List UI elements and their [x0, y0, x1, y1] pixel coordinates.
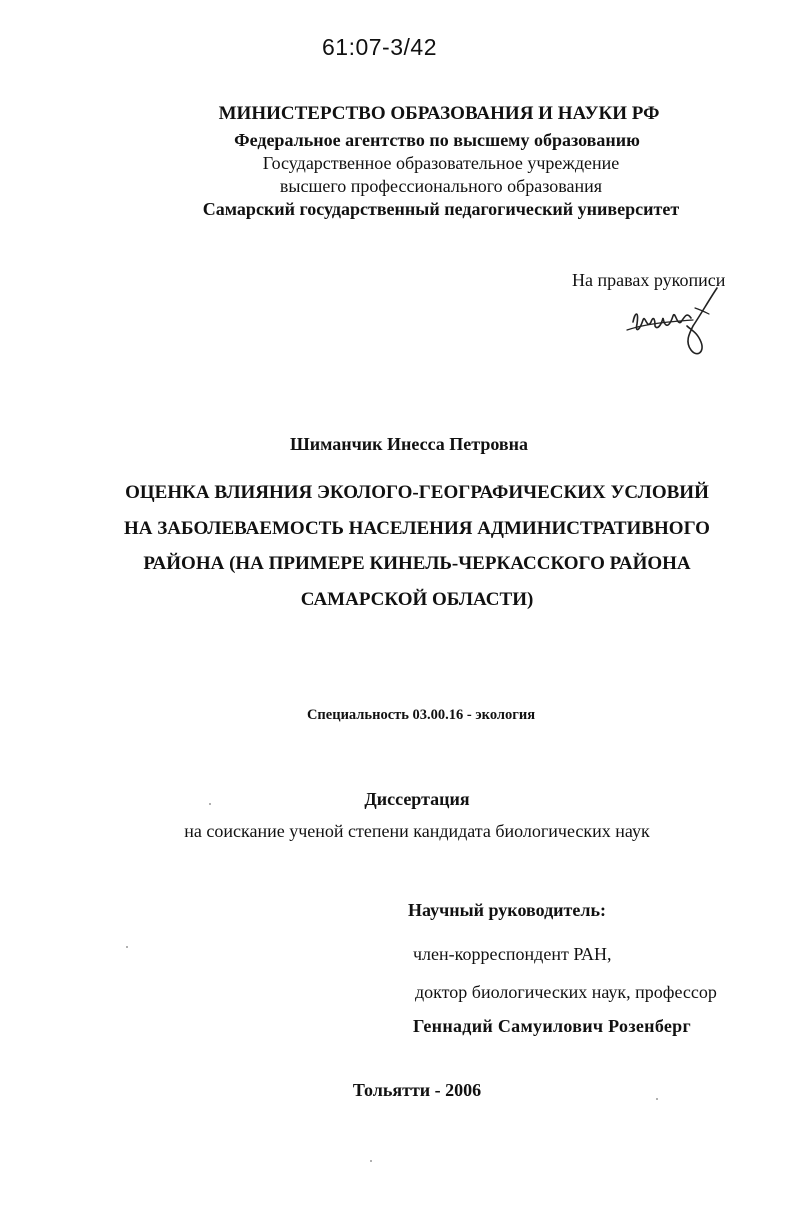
specialty: Специальность 03.00.16 - экология — [306, 707, 536, 723]
city-year: Тольятти - 2006 — [352, 1080, 482, 1100]
ministry-heading: МИНИСТЕРСТВО ОБРАЗОВАНИЯ И НАУКИ РФ — [218, 103, 660, 124]
institution-line-1: Государственное образовательное учреждение — [262, 153, 620, 173]
title-line: САМАРСКОЙ ОБЛАСТИ) — [300, 588, 534, 610]
title-line: ОЦЕНКА ВЛИЯНИЯ ЭКОЛОГО-ГЕОГРАФИЧЕСКИХ УСЛОВИЙ — [125, 482, 709, 503]
dissertation-title — [20, 475, 794, 617]
title-line: НА ЗАБОЛЕВАЕМОСТЬ НАСЕЛЕНИЯ АДМИНИСТРАТИВНОГО — [124, 517, 710, 539]
author-name: Шиманчик Инесса Петровна — [289, 434, 529, 454]
rights-note: На правах рукописи — [572, 270, 726, 290]
document-type: Диссертация — [364, 789, 470, 809]
supervisor-degree: доктор биологических наук, профессор — [415, 982, 717, 1002]
supervisor-name: Геннадий Самуилович Розенберг — [413, 1016, 691, 1036]
scan-speck — [656, 1098, 658, 1100]
degree-line: на соискание ученой степени кандидата биологических наук — [184, 821, 650, 841]
scan-speck — [370, 1160, 372, 1162]
title-line: РАЙОНА (НА ПРИМЕРЕ КИНЕЛЬ-ЧЕРКАССКОГО РАЙОНА — [143, 553, 691, 574]
agency-heading: Федеральное агентство по высшему образованию — [234, 130, 640, 150]
supervisor-heading: Научный руководитель: — [408, 900, 606, 920]
scan-speck — [126, 946, 128, 948]
scan-speck — [209, 803, 211, 805]
institution-line-2: высшего профессионального образования — [279, 176, 603, 196]
handwritten-signature — [625, 282, 735, 362]
supervisor-position: член-корреспондент РАН, — [413, 944, 612, 964]
archive-code: 61:07-3/42 — [322, 34, 437, 60]
university-name: Самарский государственный педагогический университет — [202, 199, 680, 219]
